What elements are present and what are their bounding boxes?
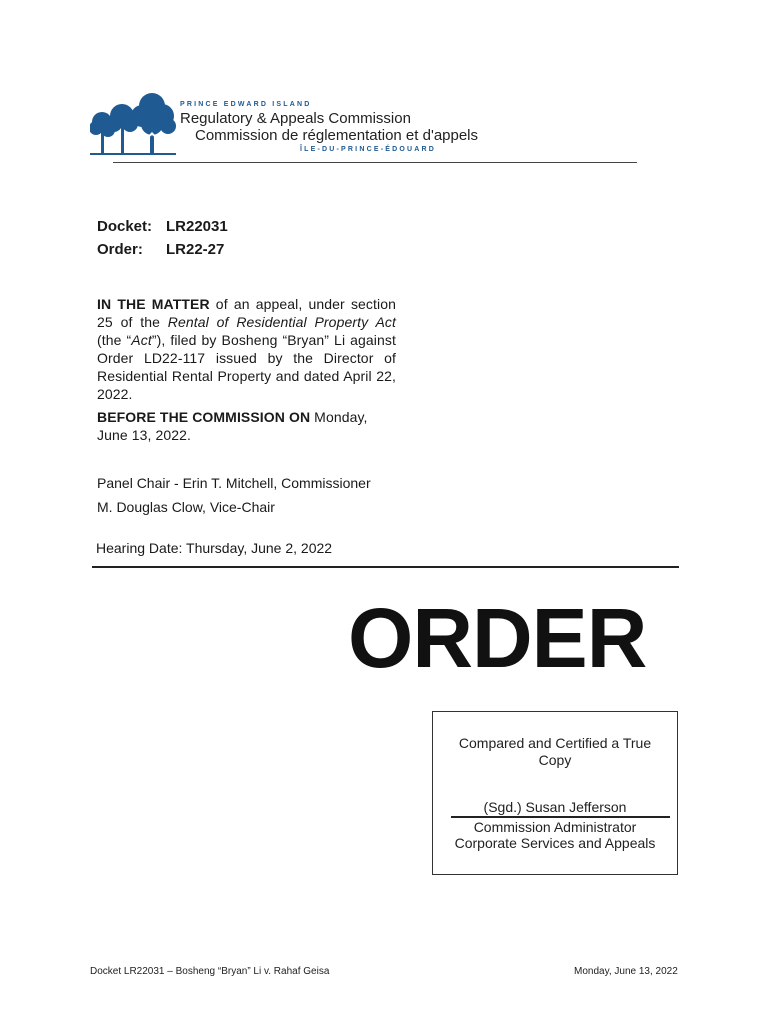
hearing-date: Hearing Date: Thursday, June 2, 2022 <box>96 540 333 556</box>
act-name: Rental of Residential Property Act <box>167 314 396 330</box>
signatory-department: Corporate Services and Appeals <box>454 835 656 851</box>
act-short-name: Act <box>131 332 152 348</box>
certification-line-1: Compared and Certified a True <box>458 735 652 751</box>
before-lead: BEFORE THE COMMISSION ON <box>97 409 311 425</box>
org-name-en: Regulatory & Appeals Commission <box>180 110 411 127</box>
panel-member: M. Douglas Clow, Vice-Chair <box>97 499 275 515</box>
signature-rule <box>451 816 670 818</box>
certification-box <box>432 711 678 875</box>
document-title: ORDER <box>348 591 647 685</box>
footer-docket: Docket LR22031 – Bosheng “Bryan” Li v. Rahaf Geisa <box>90 966 330 977</box>
trees-logo-icon <box>90 92 176 156</box>
org-province-label: PRINCE EDWARD ISLAND <box>180 101 312 108</box>
matter-text-1: of an appeal, under section 25 of the <box>97 296 397 330</box>
org-province-fr-label: ÎLE-DU-PRINCE-ÉDOUARD <box>300 146 437 153</box>
matter-lead: IN THE MATTER <box>97 296 210 312</box>
section-divider <box>92 566 679 568</box>
matter-paragraph <box>97 295 396 403</box>
order-value: LR22-27 <box>166 241 225 258</box>
order-label: Order: <box>97 241 143 258</box>
matter-text-2: (the “ <box>97 332 132 348</box>
matter-text-3: ”), filed by Bosheng “Bryan” Li against Order LD22-117 issued by the Director of Residential Rental Property and dated April 22, 2022. <box>97 332 396 402</box>
docket-value: LR22031 <box>166 218 228 235</box>
certification-line-2: Copy <box>538 752 572 768</box>
before-text: Monday, June 13, 2022. <box>97 409 368 443</box>
header-divider <box>113 162 637 163</box>
signature-name: (Sgd.) Susan Jefferson <box>483 799 627 815</box>
signatory-role: Commission Administrator <box>473 819 637 835</box>
panel-chair: Panel Chair - Erin T. Mitchell, Commissioner <box>97 475 371 491</box>
org-name-fr: Commission de réglementation et d'appels <box>195 127 479 144</box>
docket-label: Docket: <box>97 218 153 235</box>
before-paragraph <box>97 408 396 444</box>
footer-date: Monday, June 13, 2022 <box>574 966 678 977</box>
